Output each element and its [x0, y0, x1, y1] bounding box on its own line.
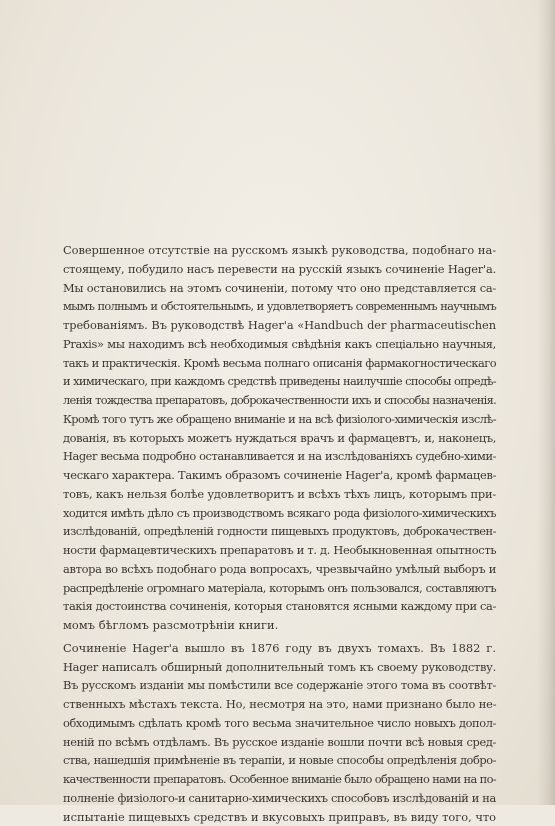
body-text [63, 241, 496, 826]
text-line: Hager весьма подробно останавливается и на изслѣдованіяхъ судебно-хими- [63, 447, 496, 466]
text-line: Hager написалъ обширный дополнительный томъ къ своему руководству. [63, 658, 496, 677]
text-line: и химическаго, при каждомъ средствѣ приведены наилучшіе способы опредѣ- [63, 372, 496, 391]
text-line: качественности препаратовъ. Особенное вниманіе было обращено нами на по- [63, 770, 496, 789]
text-line: изслѣдованій, опредѣленій годности пищевыхъ продуктовъ, доброкачествен- [63, 522, 496, 541]
text-line: товъ, какъ нельзя болѣе удовлетворитъ и всѣхъ тѣхъ лицъ, которымъ при- [63, 485, 496, 504]
paragraph-2 [63, 639, 496, 826]
text-line: ходится имѣть дѣло съ производствомъ всякаго рода физіолого-химическихъ [63, 504, 496, 523]
text-line: ности фармацевтическихъ препаратовъ и т. д. Необыкновенная опытность [63, 541, 496, 560]
text-line: Мы остановились на этомъ сочиненіи, потому что оно представляется са- [63, 279, 496, 298]
page-edge-shadow [537, 0, 555, 805]
text-line: обходимымъ сдѣлать кромѣ того весьма значительное число новыхъ допол- [63, 714, 496, 733]
text-line: Въ русскомъ изданіи мы помѣстили все содержаніе этого тома въ соотвѣт- [63, 676, 496, 695]
text-line: стоящему, побудило насъ перевести на русскій языкъ сочиненіе Hager'а. [63, 260, 496, 279]
text-line: полненіе физіолого-и санитарно-химическихъ способовъ изслѣдованій и на [63, 789, 496, 808]
text-line: ства, нашедшія примѣненіе въ терапіи, и новые способы опредѣленія добро- [63, 751, 496, 770]
text-line: автора во всѣхъ подобнаго рода вопросахъ, чрезвычайно умѣлый выборъ и [63, 560, 496, 579]
text-line: ленія тождества препаратовъ, доброкачественности ихъ и способы назначенія. [63, 391, 496, 410]
text-line: требованіямъ. Въ руководствѣ Hager'а «Handbuch der pharmaceutischen [63, 316, 496, 335]
text-line: Совершенное отсутствіе на русскомъ языкѣ руководства, подобнаго на- [63, 241, 496, 260]
text-line: испытаніе пищевыхъ средствъ и вкусовыхъ приправъ, въ виду того, что [63, 808, 496, 826]
text-line: Кромѣ того тутъ же обращено вниманіе и на всѣ физіолого-химическія изслѣ- [63, 410, 496, 429]
text-line: такъ и практическія. Кромѣ весьма полнаго описанія фармакогностическаго [63, 354, 496, 373]
text-line: мымъ полнымъ и обстоятельнымъ, и удовлетворяетъ современнымъ научнымъ [63, 297, 496, 316]
text-line: Praxis» мы находимъ всѣ необходимыя свѣдѣнія какъ спеціально научныя, [63, 335, 496, 354]
text-line: момъ бѣгломъ разсмотрѣніи книги. [63, 616, 496, 635]
text-line: такія достоинства сочиненія, которыя становятся ясными каждому при са- [63, 597, 496, 616]
text-line: дованія, въ которыхъ можетъ нуждаться врачъ и фармацевтъ, и, наконецъ, [63, 429, 496, 448]
text-line: неній по всѣмъ отдѣламъ. Въ русское изданіе вошли почти всѣ новыя сред- [63, 733, 496, 752]
text-line: ческаго характера. Такимъ образомъ сочиненіе Hager'а, кромѣ фармацев- [63, 466, 496, 485]
text-line: Сочиненіе Hager'а вышло въ 1876 году въ двухъ томахъ. Въ 1882 г. [63, 639, 496, 658]
paragraph-1 [63, 241, 496, 635]
text-line: распредѣленіе огромнаго матеріала, которымъ онъ пользовался, составляютъ [63, 579, 496, 598]
text-line: ственныхъ мѣстахъ текста. Но, несмотря на это, нами признано было не- [63, 695, 496, 714]
